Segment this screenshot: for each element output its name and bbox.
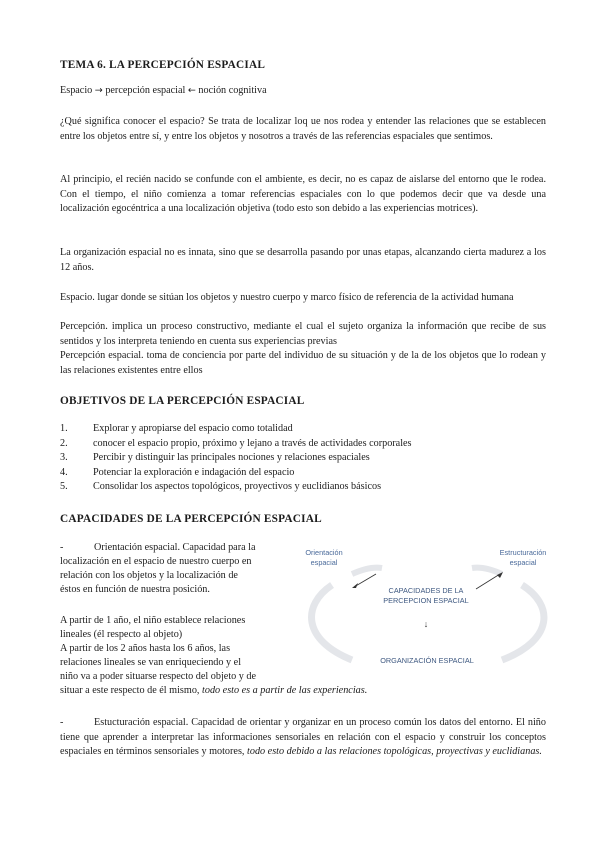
linear-line: relaciones lineales se van enriqueciendo y el	[60, 657, 242, 668]
flow-nocion-cognitiva: noción cognitiva	[198, 85, 267, 96]
paragraph-conocer-espacio: ¿Qué significa conocer el espacio? Se trata de localizar loq ue nos rodea y entender las relaciones que se establecen entre los objetos entre sí, y entre los objetos y nosotros a través de las referencias espaciales que sentimos.	[60, 116, 546, 142]
list-item: 2. conocer el espacio propio, próximo y lejano a través de actividades corporales	[60, 437, 412, 449]
flow-espacio: Espacio	[60, 85, 93, 96]
linear-relations-block	[60, 614, 368, 698]
concept-flow	[60, 84, 267, 98]
orientacion-line: relación con los objetos y la localización de	[60, 570, 238, 581]
linear-line: lineales (él respecto al objeto)	[60, 629, 183, 640]
objectives-heading: OBJETIVOS DE LA PERCEPCIÓN ESPACIAL	[60, 395, 305, 407]
list-item: 1. Explorar y apropiarse del espacio como totalidad	[60, 423, 293, 434]
bullet-dash: -	[60, 717, 64, 728]
right-arrow-icon: →	[94, 85, 103, 96]
paragraph-recien-nacido: Al principio, el recién nacido se confunde con el ambiente, es decir, no es capaz de aislarse del entorno que le rodea. Con el tiempo, el niño comienza a tomar referencias espaciales con lo que podemos decir que va desde una localización egocéntrica a una localización objetiva (todo esto son debido a las experiencias motrices).	[60, 174, 546, 215]
diagram-organizacion-label: ORGANIZACIÓN ESPACIAL	[380, 656, 474, 665]
top-right-curve	[472, 568, 502, 574]
objectives-list	[60, 422, 412, 495]
diagram-estructuracion-label: Estructuración espacial	[499, 548, 547, 567]
definition-espacio: Espacio. lugar donde se sitúan los objetos y nuestro cuerpo y marco físico de referencia de la actividad humana	[60, 292, 514, 303]
left-curve	[312, 585, 352, 660]
orientacion-line: éstos en función de nuestra posición.	[60, 584, 210, 595]
orientacion-block	[60, 541, 274, 597]
arrow-down-icon: ↓	[423, 619, 429, 629]
linear-line: A partir de los 2 años hasta los 6 años, las	[60, 643, 231, 654]
diagram-orientacion-label: Orientación espacial	[305, 548, 343, 567]
definition-percepcion: Percepción. implica un proceso constructivo, mediante el cual el sujeto organiza la información que recibe de sus sentidos y los interpreta teniendo en cuenta sus experiencias previas	[60, 321, 546, 347]
right-curve	[502, 585, 544, 660]
flow-percepcion-espacial: percepción espacial	[105, 85, 186, 96]
paragraph-organizacion-espacial: La organización espacial no es innata, sino que se desarrolla pasando por unas etapas, alcanzando cierta madurez a los 12 años.	[60, 247, 546, 273]
list-item: 3. Percibir y distinguir las principales nociones y relaciones espaciales	[60, 452, 370, 464]
bullet-dash: -	[60, 542, 64, 553]
linear-line-last: situar a este respecto de él mismo, todo esto es a partir de las experiencias.	[60, 685, 368, 696]
estructuracion-paragraph: - Estucturación espacial. Capacidad de orientar y organizar en un proceso común los datos del entorno. El niño tiene que aprender a interpretar las informaciones sensoriales en relación con el espacio y construir los conceptos espaciales en términos sensoriales y motores, todo esto debido a las relaciones topológicas, proyectivas y euclidianas.	[60, 717, 546, 758]
definition-percepcion-espacial: Percepción espacial. toma de conciencia por parte del individuo de su situación y de la de los objetos que lo rodean y las relaciones existentes entre ellos	[60, 350, 546, 376]
linear-line: A partir de 1 año, el niño establece relaciones	[60, 615, 246, 626]
capacidades-diagram	[292, 540, 562, 680]
capacidades-heading: CAPACIDADES DE LA PERCEPCIÓN ESPACIAL	[60, 513, 322, 525]
page-title: TEMA 6. LA PERCEPCIÓN ESPACIAL	[60, 59, 266, 71]
list-item: 5. Consolidar los aspectos topológicos, proyectivos y euclidianos básicos	[60, 481, 382, 493]
top-left-curve	[352, 568, 382, 574]
orientacion-line: - Orientación espacial. Capacidad para la	[60, 542, 256, 553]
linear-line: niño va a poder situarse respecto del objeto y de	[60, 671, 257, 682]
orientacion-line: localización en el espacio de nuestro cuerpo en	[60, 556, 252, 567]
list-item: 4. Potenciar la exploración e indagación del espacio	[60, 466, 295, 478]
left-arrow-icon: ←	[187, 85, 196, 96]
diagram-center-label: CAPACIDADES DE LA PERCEPCION ESPACIAL	[383, 586, 469, 605]
